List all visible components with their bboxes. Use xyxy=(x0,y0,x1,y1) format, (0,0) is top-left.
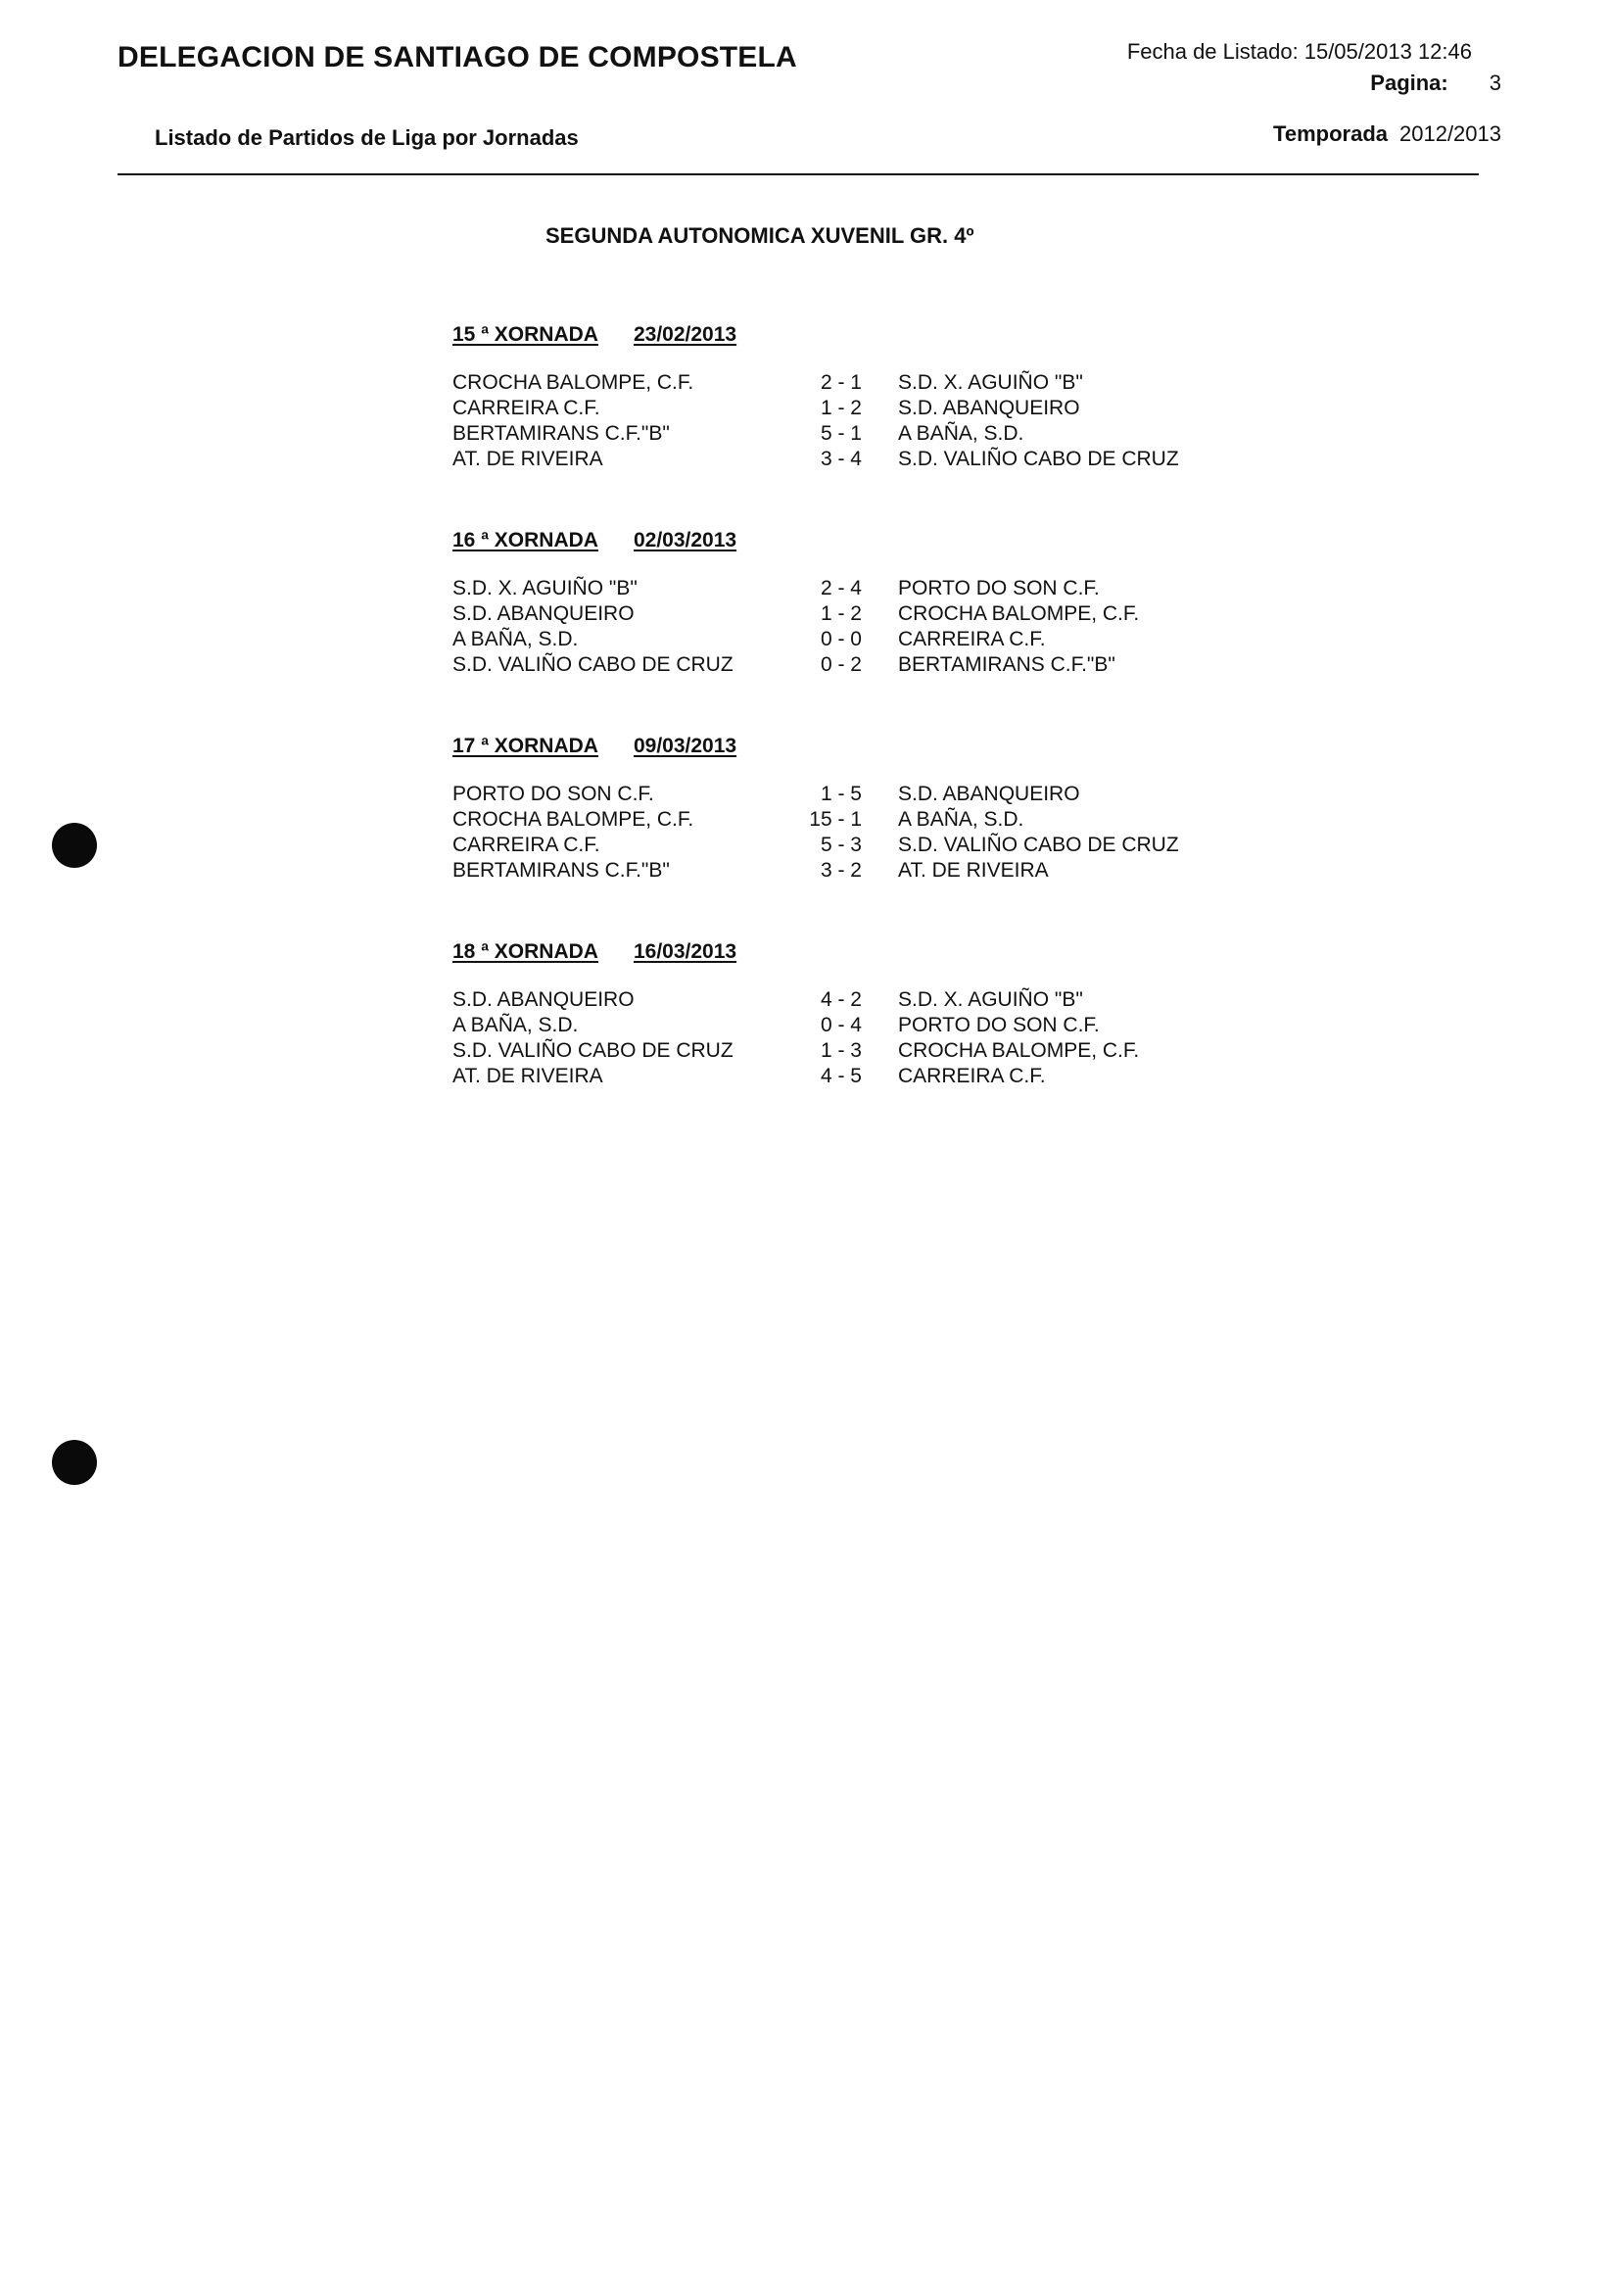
away-team: A BAÑA, S.D. xyxy=(898,808,1024,831)
page-number-label: Pagina: xyxy=(1370,71,1448,95)
round-heading xyxy=(452,940,736,966)
season-label: Temporada xyxy=(1273,121,1388,146)
match-row xyxy=(452,987,1216,1013)
match-row xyxy=(452,1038,1216,1064)
round-title: 17 ª XORNADA xyxy=(452,735,598,757)
match-row xyxy=(452,782,1216,807)
home-team: BERTAMIRANS C.F."B" xyxy=(452,422,670,445)
home-team: A BAÑA, S.D. xyxy=(452,628,579,650)
away-team: S.D. ABANQUEIRO xyxy=(898,397,1080,419)
match-score: 0 - 0 xyxy=(820,628,862,650)
round-title: 16 ª XORNADA xyxy=(452,529,598,551)
match-score: 3 - 2 xyxy=(820,859,862,882)
match-row xyxy=(452,807,1216,833)
match-row xyxy=(452,858,1216,884)
home-team: PORTO DO SON C.F. xyxy=(452,783,654,805)
away-team: S.D. X. AGUIÑO "B" xyxy=(898,988,1083,1011)
away-team: CARREIRA C.F. xyxy=(898,628,1046,650)
away-team: A BAÑA, S.D. xyxy=(898,422,1024,445)
match-score: 4 - 5 xyxy=(820,1065,862,1087)
page-number xyxy=(1370,71,1501,96)
listing-date xyxy=(1127,39,1472,65)
away-team: PORTO DO SON C.F. xyxy=(898,577,1100,599)
match-row xyxy=(452,1064,1216,1089)
home-team: AT. DE RIVEIRA xyxy=(452,1065,603,1087)
match-row xyxy=(452,833,1216,858)
round-block xyxy=(452,940,1216,1089)
match-list xyxy=(452,576,1216,678)
match-score: 15 - 1 xyxy=(809,808,862,831)
match-row xyxy=(452,1013,1216,1038)
round-block xyxy=(452,735,1216,884)
match-list xyxy=(452,782,1216,884)
match-score: 5 - 3 xyxy=(820,834,862,856)
competition-title: SEGUNDA AUTONOMICA XUVENIL GR. 4º xyxy=(545,223,974,248)
home-team: AT. DE RIVEIRA xyxy=(452,448,603,470)
away-team: S.D. X. AGUIÑO "B" xyxy=(898,371,1083,394)
round-block xyxy=(452,529,1216,678)
match-row xyxy=(452,396,1216,421)
punch-hole-upper xyxy=(52,823,97,868)
listing-date-label: Fecha de Listado: xyxy=(1126,39,1299,64)
away-team: S.D. VALIÑO CABO DE CRUZ xyxy=(898,448,1179,470)
match-score: 2 - 4 xyxy=(820,577,862,599)
match-score: 0 - 2 xyxy=(820,653,862,676)
match-row xyxy=(452,370,1216,396)
match-score: 1 - 3 xyxy=(820,1039,862,1062)
header-divider xyxy=(118,173,1479,175)
round-date: 23/02/2013 xyxy=(633,323,737,346)
match-row xyxy=(452,601,1216,627)
round-heading xyxy=(452,735,736,760)
away-team: CARREIRA C.F. xyxy=(898,1065,1046,1087)
organization-title: DELEGACION DE SANTIAGO DE COMPOSTELA xyxy=(118,41,797,73)
match-score: 1 - 5 xyxy=(820,783,862,805)
home-team: S.D. VALIÑO CABO DE CRUZ xyxy=(452,653,734,676)
season xyxy=(1273,121,1501,147)
match-score: 3 - 4 xyxy=(820,448,862,470)
home-team: CROCHA BALOMPE, C.F. xyxy=(452,808,694,831)
season-value: 2012/2013 xyxy=(1399,121,1501,146)
away-team: S.D. ABANQUEIRO xyxy=(898,783,1080,805)
match-score: 5 - 1 xyxy=(820,422,862,445)
page-number-value: 3 xyxy=(1489,71,1501,95)
round-title: 18 ª XORNADA xyxy=(452,940,598,963)
round-heading xyxy=(452,323,736,349)
away-team: AT. DE RIVEIRA xyxy=(898,859,1049,882)
home-team: CROCHA BALOMPE, C.F. xyxy=(452,371,694,394)
round-date: 09/03/2013 xyxy=(633,735,737,757)
home-team: CARREIRA C.F. xyxy=(452,834,600,856)
home-team: S.D. VALIÑO CABO DE CRUZ xyxy=(452,1039,734,1062)
home-team: S.D. X. AGUIÑO "B" xyxy=(452,577,638,599)
match-row xyxy=(452,421,1216,447)
match-row xyxy=(452,447,1216,472)
round-heading xyxy=(452,529,736,554)
match-score: 0 - 4 xyxy=(820,1014,862,1036)
match-row xyxy=(452,652,1216,678)
home-team: A BAÑA, S.D. xyxy=(452,1014,579,1036)
match-list xyxy=(452,987,1216,1089)
away-team: PORTO DO SON C.F. xyxy=(898,1014,1100,1036)
round-title: 15 ª XORNADA xyxy=(452,323,598,346)
match-score: 1 - 2 xyxy=(820,397,862,419)
match-row xyxy=(452,627,1216,652)
away-team: CROCHA BALOMPE, C.F. xyxy=(898,602,1140,625)
listing-date-value: 15/05/2013 12:46 xyxy=(1303,39,1472,64)
match-score: 2 - 1 xyxy=(820,371,862,394)
match-row xyxy=(452,576,1216,601)
report-title: Listado de Partidos de Liga por Jornadas xyxy=(155,125,579,150)
round-date: 02/03/2013 xyxy=(633,529,737,551)
round-date: 16/03/2013 xyxy=(633,940,737,963)
match-score: 1 - 2 xyxy=(820,602,862,625)
home-team: S.D. ABANQUEIRO xyxy=(452,602,635,625)
home-team: BERTAMIRANS C.F."B" xyxy=(452,859,670,882)
match-score: 4 - 2 xyxy=(820,988,862,1011)
punch-hole-lower xyxy=(52,1440,97,1485)
home-team: CARREIRA C.F. xyxy=(452,397,600,419)
home-team: S.D. ABANQUEIRO xyxy=(452,988,635,1011)
away-team: CROCHA BALOMPE, C.F. xyxy=(898,1039,1140,1062)
round-block xyxy=(452,323,1216,472)
away-team: BERTAMIRANS C.F."B" xyxy=(898,653,1115,676)
away-team: S.D. VALIÑO CABO DE CRUZ xyxy=(898,834,1179,856)
match-list xyxy=(452,370,1216,472)
